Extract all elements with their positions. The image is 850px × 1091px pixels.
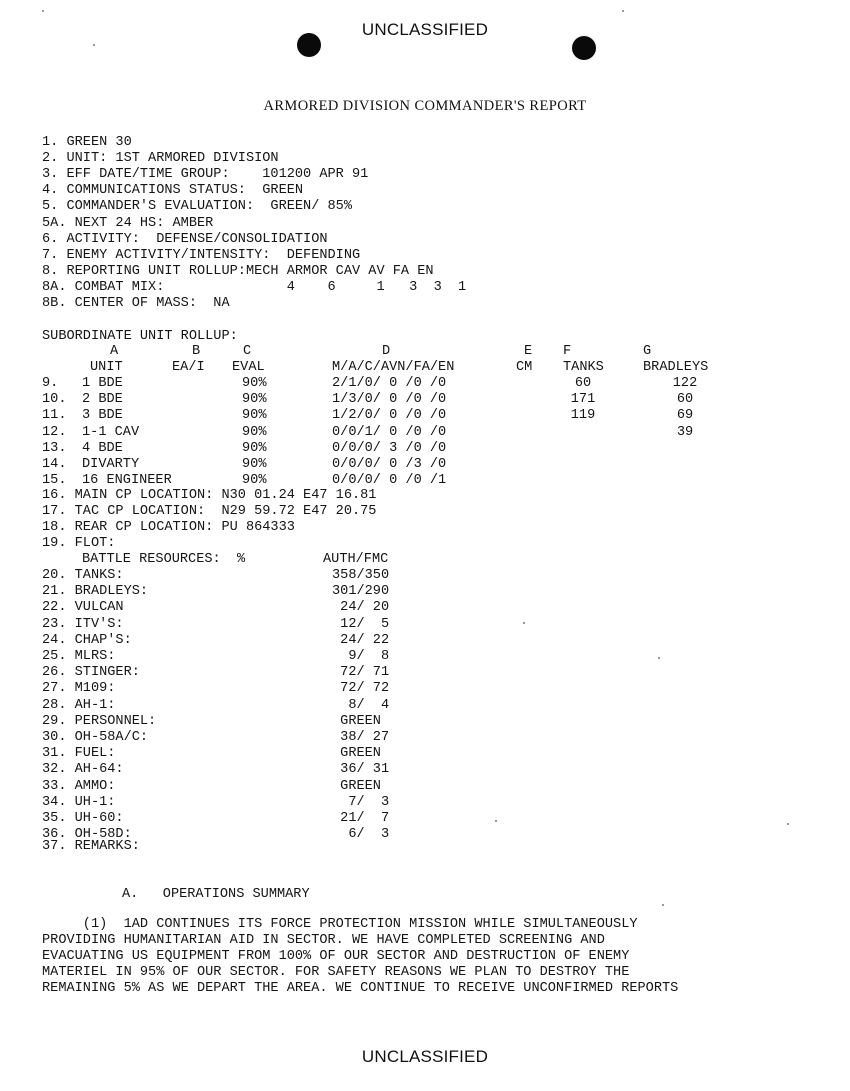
resource-value: 301/290	[332, 584, 390, 600]
report-line: 3. EFF DATE/TIME GROUP: 101200 APR 91	[42, 167, 369, 183]
resource-label: 26. STINGER:	[42, 665, 140, 681]
scan-speck	[42, 10, 44, 12]
column-letter: B	[192, 344, 201, 359]
resource-value: 36/ 31	[332, 762, 390, 778]
report-line: 1. GREEN 30	[42, 135, 132, 150]
resource-value: 9/ 8	[332, 649, 390, 664]
column-header: M/A/C/AVN/FA/EN	[332, 360, 455, 375]
resource-label: 27. M109:	[42, 681, 116, 697]
resource-label: 29. PERSONNEL:	[42, 713, 157, 729]
row-number: 13.	[42, 440, 67, 456]
resource-label: 35. UH-60:	[42, 811, 124, 826]
unit-bradleys: 60	[676, 392, 694, 408]
row-number: 15.	[42, 473, 67, 489]
unit-mix: 0/0/0/ 3 /0 /0	[332, 440, 447, 456]
column-header: CM	[516, 360, 533, 375]
report-line: 5. COMMANDER'S EVALUATION: GREEN/ 85%	[42, 199, 352, 215]
row-number: 9.	[42, 376, 59, 391]
resource-value: 72/ 71	[332, 665, 390, 681]
resource-label: 34. UH-1:	[42, 794, 116, 810]
paragraph-line: EVACUATING US EQUIPMENT FROM 100% OF OUR SECTOR AND DESTRUCTION OF ENEMY	[42, 949, 630, 965]
resource-value: 358/350	[332, 568, 390, 583]
unit-name: 16 ENGINEER	[82, 473, 172, 489]
report-line: 18. REAR CP LOCATION: PU 864333	[42, 520, 295, 536]
scan-speck	[523, 622, 525, 624]
unit-name: 1-1 CAV	[82, 424, 140, 440]
report-title: ARMORED DIVISION COMMANDER'S REPORT	[263, 98, 587, 114]
unit-tanks: 119	[570, 408, 596, 424]
column-letter: E	[524, 344, 533, 359]
unit-name: 2 BDE	[82, 392, 123, 408]
column-letter: C	[243, 344, 252, 359]
unit-mix: 2/1/0/ 0 /0 /0	[332, 376, 447, 391]
resource-label: 24. CHAP'S:	[42, 632, 132, 648]
resource-value: 8/ 4	[332, 697, 390, 713]
paragraph-line: REMAINING 5% AS WE DEPART THE AREA. WE CONTINUE TO RECEIVE UNCONFIRMED REPORTS	[42, 981, 679, 997]
resource-value: 21/ 7	[332, 811, 390, 826]
report-line: 16. MAIN CP LOCATION: N30 01.24 E47 16.81	[42, 488, 377, 503]
unit-mix: 0/0/0/ 0 /3 /0	[332, 457, 447, 472]
row-number: 12.	[42, 424, 67, 440]
unit-bradleys: 69	[676, 408, 694, 424]
resource-label: 32. AH-64:	[42, 762, 124, 778]
resource-value: 7/ 3	[332, 794, 390, 810]
resource-value: 38/ 27	[332, 730, 390, 745]
report-line: 8. REPORTING UNIT ROLLUP:MECH ARMOR CAV AV FA EN	[42, 263, 434, 279]
punch-hole-right	[572, 36, 596, 60]
unit-eval: 90%	[242, 376, 267, 391]
operations-summary-heading: A. OPERATIONS SUMMARY	[122, 887, 310, 902]
resource-value: GREEN	[332, 778, 381, 794]
resources-header-label: BATTLE RESOURCES: %	[82, 552, 246, 567]
unit-eval: 90%	[242, 440, 267, 456]
unit-name: 4 BDE	[82, 440, 123, 456]
column-letter: F	[563, 344, 572, 359]
resource-label: 30. OH-58A/C:	[42, 730, 149, 745]
unit-mix: 0/0/0/ 0 /0 /1	[332, 473, 447, 489]
column-letter: G	[643, 344, 652, 359]
resource-value: 24/ 22	[332, 632, 390, 648]
resource-label: 28. AH-1:	[42, 697, 116, 713]
resource-label: 20. TANKS:	[42, 568, 124, 583]
resource-label: 33. AMMO:	[42, 778, 116, 794]
column-header: UNIT	[90, 360, 123, 375]
report-line: 7. ENEMY ACTIVITY/INTENSITY: DEFENDING	[42, 247, 361, 263]
rollup-title: SUBORDINATE UNIT ROLLUP:	[42, 329, 238, 344]
unit-eval: 90%	[242, 457, 267, 472]
punch-hole-left	[297, 33, 321, 57]
column-header: EVAL	[232, 360, 265, 375]
unit-name: 1 BDE	[82, 376, 123, 391]
unit-eval: 90%	[242, 473, 267, 489]
paragraph-line: PROVIDING HUMANITARIAN AID IN SECTOR. WE HAVE COMPLETED SCREENING AND	[42, 933, 605, 949]
scan-speck	[787, 823, 789, 825]
resource-value: GREEN	[332, 713, 381, 729]
unit-mix: 1/3/0/ 0 /0 /0	[332, 392, 447, 408]
column-header: TANKS	[563, 360, 604, 375]
paragraph-line: MATERIEL IN 95% OF OUR SECTOR. FOR SAFETY REASONS WE PLAN TO DESTROY THE	[42, 965, 630, 981]
resource-value: GREEN	[332, 746, 381, 762]
row-number: 11.	[42, 408, 67, 424]
row-number: 14.	[42, 457, 67, 472]
scan-speck	[93, 44, 95, 46]
column-header: BRADLEYS	[643, 360, 709, 375]
resource-value: 12/ 5	[332, 616, 390, 632]
unit-name: 3 BDE	[82, 408, 123, 424]
resource-label: 21. BRADLEYS:	[42, 584, 149, 600]
column-letter: A	[110, 344, 119, 359]
unit-mix: 0/0/1/ 0 /0 /0	[332, 424, 447, 440]
resource-label: 36. OH-58D:	[42, 827, 132, 843]
report-line: 8A. COMBAT MIX: 4 6 1 3 3 1	[42, 279, 467, 295]
row-number: 10.	[42, 392, 67, 408]
report-line: 4. COMMUNICATIONS STATUS: GREEN	[42, 183, 304, 199]
classification-marking-bottom: UNCLASSIFIED	[361, 1047, 489, 1066]
report-line: 17. TAC CP LOCATION: N29 59.72 E47 20.75	[42, 504, 377, 520]
report-line: 6. ACTIVITY: DEFENSE/CONSOLIDATION	[42, 231, 328, 247]
paragraph-line: (1) 1AD CONTINUES ITS FORCE PROTECTION MISSION WHILE SIMULTANEOUSLY	[42, 917, 638, 932]
scan-speck	[495, 820, 497, 822]
column-header: EA/I	[172, 360, 205, 375]
resource-label: 22. VULCAN	[42, 600, 124, 616]
scan-speck	[662, 904, 664, 906]
column-letter: D	[382, 344, 391, 359]
unit-tanks: 171	[570, 392, 596, 408]
classification-marking-top: UNCLASSIFIED	[361, 20, 489, 39]
report-line: 8B. CENTER OF MASS: NA	[42, 296, 230, 311]
unit-eval: 90%	[242, 408, 267, 424]
resource-label: 23. ITV'S:	[42, 616, 124, 632]
resource-label: 25. MLRS:	[42, 649, 116, 664]
resource-value: 72/ 72	[332, 681, 390, 697]
resource-label: 31. FUEL:	[42, 746, 116, 762]
unit-eval: 90%	[242, 392, 267, 408]
unit-tanks: 60	[574, 376, 592, 391]
scan-speck	[622, 10, 624, 12]
report-line: 2. UNIT: 1ST ARMORED DIVISION	[42, 151, 279, 167]
unit-bradleys: 122	[672, 376, 698, 391]
unit-bradleys: 39	[676, 424, 694, 440]
unit-name: DIVARTY	[82, 457, 140, 472]
report-line: 5A. NEXT 24 HS: AMBER	[42, 215, 214, 231]
scan-speck	[658, 657, 660, 659]
unit-eval: 90%	[242, 424, 267, 440]
resource-value: 24/ 20	[332, 600, 390, 616]
resources-header-value: AUTH/FMC	[323, 552, 389, 567]
unit-mix: 1/2/0/ 0 /0 /0	[332, 408, 447, 424]
remarks-label: 37. REMARKS:	[42, 839, 140, 854]
resource-value: 6/ 3	[332, 827, 390, 843]
report-line: 19. FLOT:	[42, 536, 116, 552]
